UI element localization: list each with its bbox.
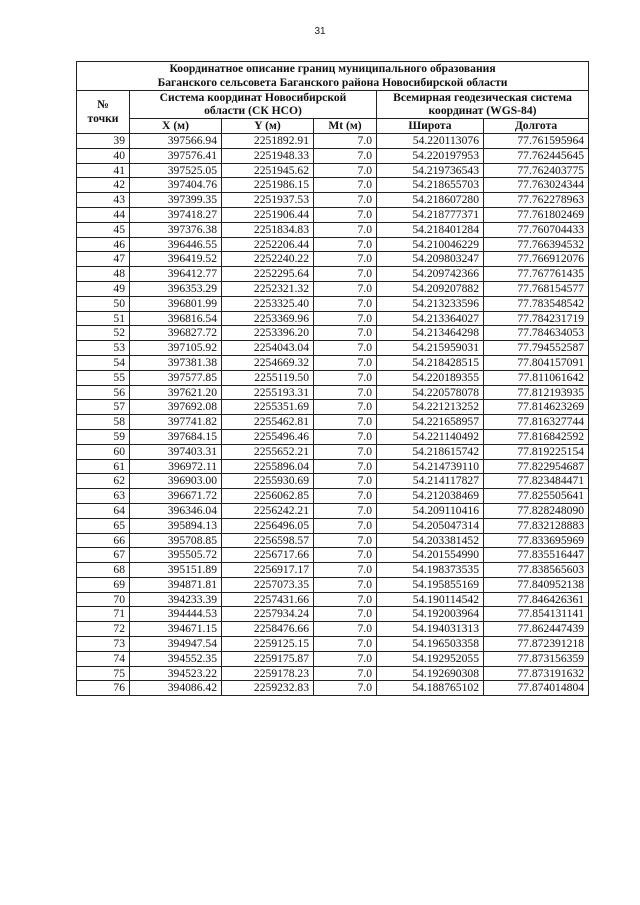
y-value: 2251906.44 <box>222 207 314 222</box>
longitude-value: 77.822954687 <box>484 459 589 474</box>
point-number: 74 <box>77 651 130 666</box>
table-row <box>77 681 589 696</box>
table-row <box>77 503 589 518</box>
longitude-value: 77.768154577 <box>484 281 589 296</box>
latitude-value: 54.221140492 <box>377 429 484 444</box>
table-row <box>77 651 589 666</box>
point-number: 56 <box>77 385 130 400</box>
y-value: 2255930.69 <box>222 474 314 489</box>
y-value: 2255652.21 <box>222 444 314 459</box>
table-row <box>77 607 589 622</box>
x-value: 394671.15 <box>130 622 222 637</box>
longitude-value: 77.816842592 <box>484 429 589 444</box>
x-value: 396419.52 <box>130 252 222 267</box>
coordinates-table <box>76 61 589 696</box>
y-value: 2257431.66 <box>222 592 314 607</box>
x-value: 396353.29 <box>130 281 222 296</box>
x-value: 397576.41 <box>130 148 222 163</box>
table-row <box>77 370 589 385</box>
point-number: 51 <box>77 311 130 326</box>
x-value: 396816.54 <box>130 311 222 326</box>
point-number: 59 <box>77 429 130 444</box>
point-number-header-label: точки <box>87 111 119 125</box>
point-number: 62 <box>77 474 130 489</box>
longitude-value: 77.833695969 <box>484 533 589 548</box>
x-value: 397525.05 <box>130 163 222 178</box>
y-value: 2256598.57 <box>222 533 314 548</box>
local-system-header-line-1: Система координат Новосибирской <box>159 90 347 104</box>
x-value: 397566.94 <box>130 133 222 148</box>
latitude-value: 54.192952055 <box>377 651 484 666</box>
point-number: 39 <box>77 133 130 148</box>
latitude-value: 54.201554990 <box>377 548 484 563</box>
point-number: 54 <box>77 355 130 370</box>
page-number: 31 <box>314 26 326 37</box>
latitude-value: 54.218428515 <box>377 355 484 370</box>
point-number: 41 <box>77 163 130 178</box>
y-value: 2251937.53 <box>222 193 314 208</box>
x-value: 397105.92 <box>130 341 222 356</box>
longitude-value: 77.794552587 <box>484 341 589 356</box>
x-value: 397404.76 <box>130 178 222 193</box>
latitude-value: 54.220197953 <box>377 148 484 163</box>
table-row <box>77 637 589 652</box>
mt-value: 7.0 <box>314 459 377 474</box>
table-row <box>77 193 589 208</box>
latitude-value: 54.218777371 <box>377 207 484 222</box>
table-row <box>77 178 589 193</box>
point-number: 44 <box>77 207 130 222</box>
longitude-value: 77.874014804 <box>484 681 589 696</box>
point-number: 49 <box>77 281 130 296</box>
y-value: 2258476.66 <box>222 622 314 637</box>
mt-value: 7.0 <box>314 518 377 533</box>
longitude-value: 77.766912076 <box>484 252 589 267</box>
latitude-value: 54.192003964 <box>377 607 484 622</box>
y-value: 2253369.96 <box>222 311 314 326</box>
mt-value: 7.0 <box>314 489 377 504</box>
table-row <box>77 666 589 681</box>
point-number: 50 <box>77 296 130 311</box>
point-number: 43 <box>77 193 130 208</box>
mt-value: 7.0 <box>314 207 377 222</box>
x-value: 396412.77 <box>130 267 222 282</box>
y-value: 2255462.81 <box>222 415 314 430</box>
table-row <box>77 341 589 356</box>
y-value: 2255351.69 <box>222 400 314 415</box>
latitude-value: 54.198373535 <box>377 563 484 578</box>
y-value: 2251945.62 <box>222 163 314 178</box>
x-value: 394947.54 <box>130 637 222 652</box>
latitude-value: 54.192690308 <box>377 666 484 681</box>
point-number-header-symbol: № <box>97 97 109 111</box>
longitude-column-header: Долгота <box>484 119 589 134</box>
point-number: 68 <box>77 563 130 578</box>
longitude-value: 77.761595964 <box>484 133 589 148</box>
y-value: 2254043.04 <box>222 341 314 356</box>
wgs84-header-line-1: Всемирная геодезическая система <box>393 90 572 104</box>
point-number: 75 <box>77 666 130 681</box>
x-value: 397418.27 <box>130 207 222 222</box>
latitude-value: 54.214117827 <box>377 474 484 489</box>
latitude-value: 54.209803247 <box>377 252 484 267</box>
latitude-value: 54.221658957 <box>377 415 484 430</box>
table-row <box>77 267 589 282</box>
y-value: 2251948.33 <box>222 148 314 163</box>
mt-value: 7.0 <box>314 548 377 563</box>
longitude-value: 77.763024344 <box>484 178 589 193</box>
longitude-value: 77.814623269 <box>484 400 589 415</box>
y-value: 2257073.35 <box>222 577 314 592</box>
mt-value: 7.0 <box>314 237 377 252</box>
latitude-value: 54.203381452 <box>377 533 484 548</box>
mt-value: 7.0 <box>314 607 377 622</box>
y-value: 2259175.87 <box>222 651 314 666</box>
y-value: 2259178.23 <box>222 666 314 681</box>
longitude-value: 77.760704433 <box>484 222 589 237</box>
x-value: 397399.35 <box>130 193 222 208</box>
mt-value: 7.0 <box>314 193 377 208</box>
y-value: 2251834.83 <box>222 222 314 237</box>
latitude-value: 54.218655703 <box>377 178 484 193</box>
longitude-value: 77.767761435 <box>484 267 589 282</box>
longitude-value: 77.784634053 <box>484 326 589 341</box>
latitude-value: 54.220113076 <box>377 133 484 148</box>
longitude-value: 77.762403775 <box>484 163 589 178</box>
mt-value: 7.0 <box>314 326 377 341</box>
point-number: 66 <box>77 533 130 548</box>
longitude-value: 77.804157091 <box>484 355 589 370</box>
longitude-value: 77.825505641 <box>484 489 589 504</box>
mt-value: 7.0 <box>314 681 377 696</box>
latitude-value: 54.205047314 <box>377 518 484 533</box>
latitude-value: 54.188765102 <box>377 681 484 696</box>
y-value: 2257934.24 <box>222 607 314 622</box>
table-row <box>77 281 589 296</box>
longitude-value: 77.811061642 <box>484 370 589 385</box>
mt-value: 7.0 <box>314 148 377 163</box>
point-number: 64 <box>77 503 130 518</box>
table-title <box>77 62 589 91</box>
table-row <box>77 415 589 430</box>
table-row <box>77 252 589 267</box>
table-row <box>77 533 589 548</box>
latitude-value: 54.209742366 <box>377 267 484 282</box>
table-row <box>77 622 589 637</box>
mt-value: 7.0 <box>314 666 377 681</box>
table-row <box>77 207 589 222</box>
x-value: 394871.81 <box>130 577 222 592</box>
longitude-value: 77.823484471 <box>484 474 589 489</box>
y-column-header: Y (м) <box>222 119 314 134</box>
table-row <box>77 518 589 533</box>
x-value: 396972.11 <box>130 459 222 474</box>
local-system-header-line-2: области (СК НСО) <box>204 104 302 118</box>
y-value: 2253325.40 <box>222 296 314 311</box>
point-number-header <box>77 90 130 133</box>
latitude-value: 54.212038469 <box>377 489 484 504</box>
mt-value: 7.0 <box>314 400 377 415</box>
longitude-value: 77.828248090 <box>484 503 589 518</box>
longitude-value: 77.766394532 <box>484 237 589 252</box>
longitude-value: 77.819225154 <box>484 444 589 459</box>
mt-value: 7.0 <box>314 355 377 370</box>
x-value: 396903.00 <box>130 474 222 489</box>
x-value: 397684.15 <box>130 429 222 444</box>
y-value: 2252321.32 <box>222 281 314 296</box>
latitude-value: 54.213233596 <box>377 296 484 311</box>
point-number: 42 <box>77 178 130 193</box>
y-value: 2252295.64 <box>222 267 314 282</box>
point-number: 67 <box>77 548 130 563</box>
table-row <box>77 592 589 607</box>
table-row <box>77 311 589 326</box>
wgs84-header <box>377 90 589 119</box>
longitude-value: 77.846426361 <box>484 592 589 607</box>
y-value: 2256062.85 <box>222 489 314 504</box>
latitude-column-header: Широта <box>377 119 484 134</box>
table-row <box>77 489 589 504</box>
y-value: 2255496.46 <box>222 429 314 444</box>
x-value: 394233.39 <box>130 592 222 607</box>
mt-value: 7.0 <box>314 577 377 592</box>
point-number: 60 <box>77 444 130 459</box>
table-row <box>77 222 589 237</box>
mt-value: 7.0 <box>314 533 377 548</box>
mt-value: 7.0 <box>314 622 377 637</box>
mt-value: 7.0 <box>314 474 377 489</box>
mt-value: 7.0 <box>314 163 377 178</box>
y-value: 2255119.50 <box>222 370 314 385</box>
table-body <box>77 133 589 695</box>
mt-value: 7.0 <box>314 222 377 237</box>
point-number: 72 <box>77 622 130 637</box>
x-column-header: X (м) <box>130 119 222 134</box>
table-row <box>77 400 589 415</box>
point-number: 45 <box>77 222 130 237</box>
table-row <box>77 237 589 252</box>
table-title-line-1: Координатное описание границ муниципального образования <box>169 62 496 75</box>
table-row <box>77 326 589 341</box>
point-number: 55 <box>77 370 130 385</box>
point-number: 76 <box>77 681 130 696</box>
latitude-value: 54.218607280 <box>377 193 484 208</box>
mt-value: 7.0 <box>314 281 377 296</box>
point-number: 57 <box>77 400 130 415</box>
longitude-value: 77.873191632 <box>484 666 589 681</box>
latitude-value: 54.190114542 <box>377 592 484 607</box>
mt-value: 7.0 <box>314 563 377 578</box>
x-value: 397403.31 <box>130 444 222 459</box>
latitude-value: 54.194031313 <box>377 622 484 637</box>
mt-value: 7.0 <box>314 503 377 518</box>
mt-column-header: Mt (м) <box>314 119 377 134</box>
mt-value: 7.0 <box>314 592 377 607</box>
y-value: 2255896.04 <box>222 459 314 474</box>
point-number: 52 <box>77 326 130 341</box>
x-value: 396801.99 <box>130 296 222 311</box>
longitude-value: 77.762445645 <box>484 148 589 163</box>
table-row <box>77 296 589 311</box>
table-row <box>77 163 589 178</box>
longitude-value: 77.862447439 <box>484 622 589 637</box>
x-value: 396827.72 <box>130 326 222 341</box>
point-number: 48 <box>77 267 130 282</box>
point-number: 53 <box>77 341 130 356</box>
y-value: 2254669.32 <box>222 355 314 370</box>
y-value: 2251892.91 <box>222 133 314 148</box>
longitude-value: 77.835516447 <box>484 548 589 563</box>
x-value: 397692.08 <box>130 400 222 415</box>
table-row <box>77 133 589 148</box>
table-row <box>77 148 589 163</box>
wgs84-header-line-2: координат (WGS-84) <box>428 104 537 118</box>
table-row <box>77 577 589 592</box>
latitude-value: 54.219736543 <box>377 163 484 178</box>
point-number: 65 <box>77 518 130 533</box>
x-value: 397741.82 <box>130 415 222 430</box>
point-number: 46 <box>77 237 130 252</box>
y-value: 2255193.31 <box>222 385 314 400</box>
x-value: 397376.38 <box>130 222 222 237</box>
point-number: 73 <box>77 637 130 652</box>
table-row <box>77 429 589 444</box>
longitude-value: 77.761802469 <box>484 207 589 222</box>
table-row <box>77 563 589 578</box>
y-value: 2256917.17 <box>222 563 314 578</box>
x-value: 396346.04 <box>130 503 222 518</box>
latitude-value: 54.209110416 <box>377 503 484 518</box>
table-row <box>77 385 589 400</box>
mt-value: 7.0 <box>314 178 377 193</box>
latitude-value: 54.218615742 <box>377 444 484 459</box>
mt-value: 7.0 <box>314 133 377 148</box>
latitude-value: 54.220189355 <box>377 370 484 385</box>
mt-value: 7.0 <box>314 637 377 652</box>
x-value: 394523.22 <box>130 666 222 681</box>
table-row <box>77 355 589 370</box>
latitude-value: 54.196503358 <box>377 637 484 652</box>
latitude-value: 54.195855169 <box>377 577 484 592</box>
y-value: 2256496.05 <box>222 518 314 533</box>
latitude-value: 54.214739110 <box>377 459 484 474</box>
latitude-value: 54.221213252 <box>377 400 484 415</box>
y-value: 2256717.66 <box>222 548 314 563</box>
mt-value: 7.0 <box>314 651 377 666</box>
longitude-value: 77.832128883 <box>484 518 589 533</box>
mt-value: 7.0 <box>314 444 377 459</box>
latitude-value: 54.215959031 <box>377 341 484 356</box>
x-value: 395151.89 <box>130 563 222 578</box>
longitude-value: 77.784231719 <box>484 311 589 326</box>
point-number: 71 <box>77 607 130 622</box>
mt-value: 7.0 <box>314 415 377 430</box>
latitude-value: 54.210046229 <box>377 237 484 252</box>
x-value: 397381.38 <box>130 355 222 370</box>
point-number: 69 <box>77 577 130 592</box>
x-value: 394086.42 <box>130 681 222 696</box>
longitude-value: 77.816327744 <box>484 415 589 430</box>
point-number: 47 <box>77 252 130 267</box>
table-row <box>77 444 589 459</box>
longitude-value: 77.762278963 <box>484 193 589 208</box>
longitude-value: 77.838565603 <box>484 563 589 578</box>
mt-value: 7.0 <box>314 429 377 444</box>
table-title-line-2: Баганского сельсовета Баганского района Новосибирской области <box>157 75 508 89</box>
longitude-value: 77.854131141 <box>484 607 589 622</box>
x-value: 396671.72 <box>130 489 222 504</box>
x-value: 395505.72 <box>130 548 222 563</box>
mt-value: 7.0 <box>314 385 377 400</box>
x-value: 396446.55 <box>130 237 222 252</box>
longitude-value: 77.872391218 <box>484 637 589 652</box>
longitude-value: 77.840952138 <box>484 577 589 592</box>
point-number: 70 <box>77 592 130 607</box>
longitude-value: 77.812193935 <box>484 385 589 400</box>
point-number: 58 <box>77 415 130 430</box>
table-row <box>77 474 589 489</box>
local-system-header <box>130 90 377 119</box>
point-number: 61 <box>77 459 130 474</box>
mt-value: 7.0 <box>314 267 377 282</box>
y-value: 2256242.21 <box>222 503 314 518</box>
latitude-value: 54.213464298 <box>377 326 484 341</box>
point-number: 40 <box>77 148 130 163</box>
y-value: 2252240.22 <box>222 252 314 267</box>
x-value: 397577.85 <box>130 370 222 385</box>
y-value: 2252206.44 <box>222 237 314 252</box>
latitude-value: 54.218401284 <box>377 222 484 237</box>
x-value: 397621.20 <box>130 385 222 400</box>
mt-value: 7.0 <box>314 296 377 311</box>
y-value: 2251986.15 <box>222 178 314 193</box>
table-row <box>77 548 589 563</box>
table-row <box>77 459 589 474</box>
y-value: 2259125.15 <box>222 637 314 652</box>
y-value: 2259232.83 <box>222 681 314 696</box>
x-value: 394444.53 <box>130 607 222 622</box>
mt-value: 7.0 <box>314 311 377 326</box>
x-value: 395708.85 <box>130 533 222 548</box>
mt-value: 7.0 <box>314 341 377 356</box>
latitude-value: 54.213364027 <box>377 311 484 326</box>
y-value: 2253396.20 <box>222 326 314 341</box>
x-value: 394552.35 <box>130 651 222 666</box>
point-number: 63 <box>77 489 130 504</box>
latitude-value: 54.220578078 <box>377 385 484 400</box>
latitude-value: 54.209207882 <box>377 281 484 296</box>
mt-value: 7.0 <box>314 370 377 385</box>
x-value: 395894.13 <box>130 518 222 533</box>
longitude-value: 77.783548542 <box>484 296 589 311</box>
longitude-value: 77.873156359 <box>484 651 589 666</box>
mt-value: 7.0 <box>314 252 377 267</box>
